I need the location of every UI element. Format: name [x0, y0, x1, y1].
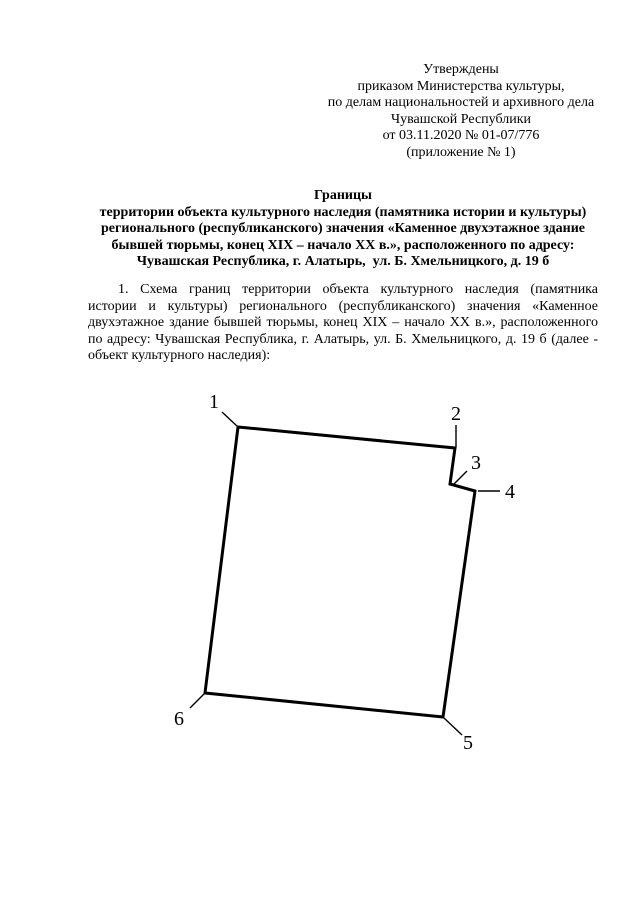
- document-title: [88, 188, 598, 271]
- scheme-description-paragraph: [88, 282, 598, 365]
- leader-line-5: [444, 718, 462, 735]
- approval-line: по делам национальностей и архивного дела: [327, 95, 595, 111]
- paragraph-line: двухэтажное здание бывшей тюрьмы, конец XIX – начало XX в.», расположенного: [88, 315, 598, 330]
- title-line: бывшей тюрьмы, конец XIX – начало XX в.», расположенного по адресу:: [111, 237, 575, 253]
- point-label-6: 6: [174, 708, 184, 730]
- approval-line: Чувашской Республики: [390, 111, 532, 127]
- boundary-outline: [205, 427, 475, 717]
- paragraph-line: по адресу: Чувашская Республика, г. Алатырь, ул. Б. Хмельницкого, д. 19 б (далее -: [88, 331, 598, 347]
- approval-line: (приложение № 1): [406, 144, 516, 160]
- title-line: Чувашская Республика, г. Алатырь, ул. Б. Хмельницкого, д. 19 б: [136, 254, 550, 269]
- approval-line: приказом Министерства культуры,: [357, 78, 565, 94]
- paragraph-line: истории и культуры) регионального (республиканского) значения «Каменное: [88, 298, 598, 314]
- title-line: территории объекта культурного наследия (памятника истории и культуры): [99, 204, 587, 220]
- leader-line-1: [222, 412, 238, 427]
- approval-line: Утверждены: [423, 62, 499, 77]
- point-label-3: 3: [471, 452, 481, 474]
- title-heading: Границы: [314, 188, 372, 203]
- point-label-1: 1: [209, 391, 219, 413]
- point-label-2: 2: [451, 403, 461, 425]
- approval-stamp-block: [311, 62, 611, 162]
- point-label-4: 4: [505, 481, 515, 503]
- leader-line-6: [190, 693, 205, 708]
- leader-line-3: [453, 471, 467, 485]
- point-label-5: 5: [463, 732, 473, 754]
- paragraph-line: объект культурного наследия):: [88, 348, 271, 363]
- boundary-scheme: [0, 370, 640, 780]
- title-line: регионального (республиканского) значения «Каменное двухэтажное здание: [101, 221, 585, 236]
- approval-line: от 03.11.2020 № 01-07/776: [382, 128, 540, 144]
- paragraph-line: 1. Схема границ территории объекта культурного наследия (памятника: [118, 282, 598, 297]
